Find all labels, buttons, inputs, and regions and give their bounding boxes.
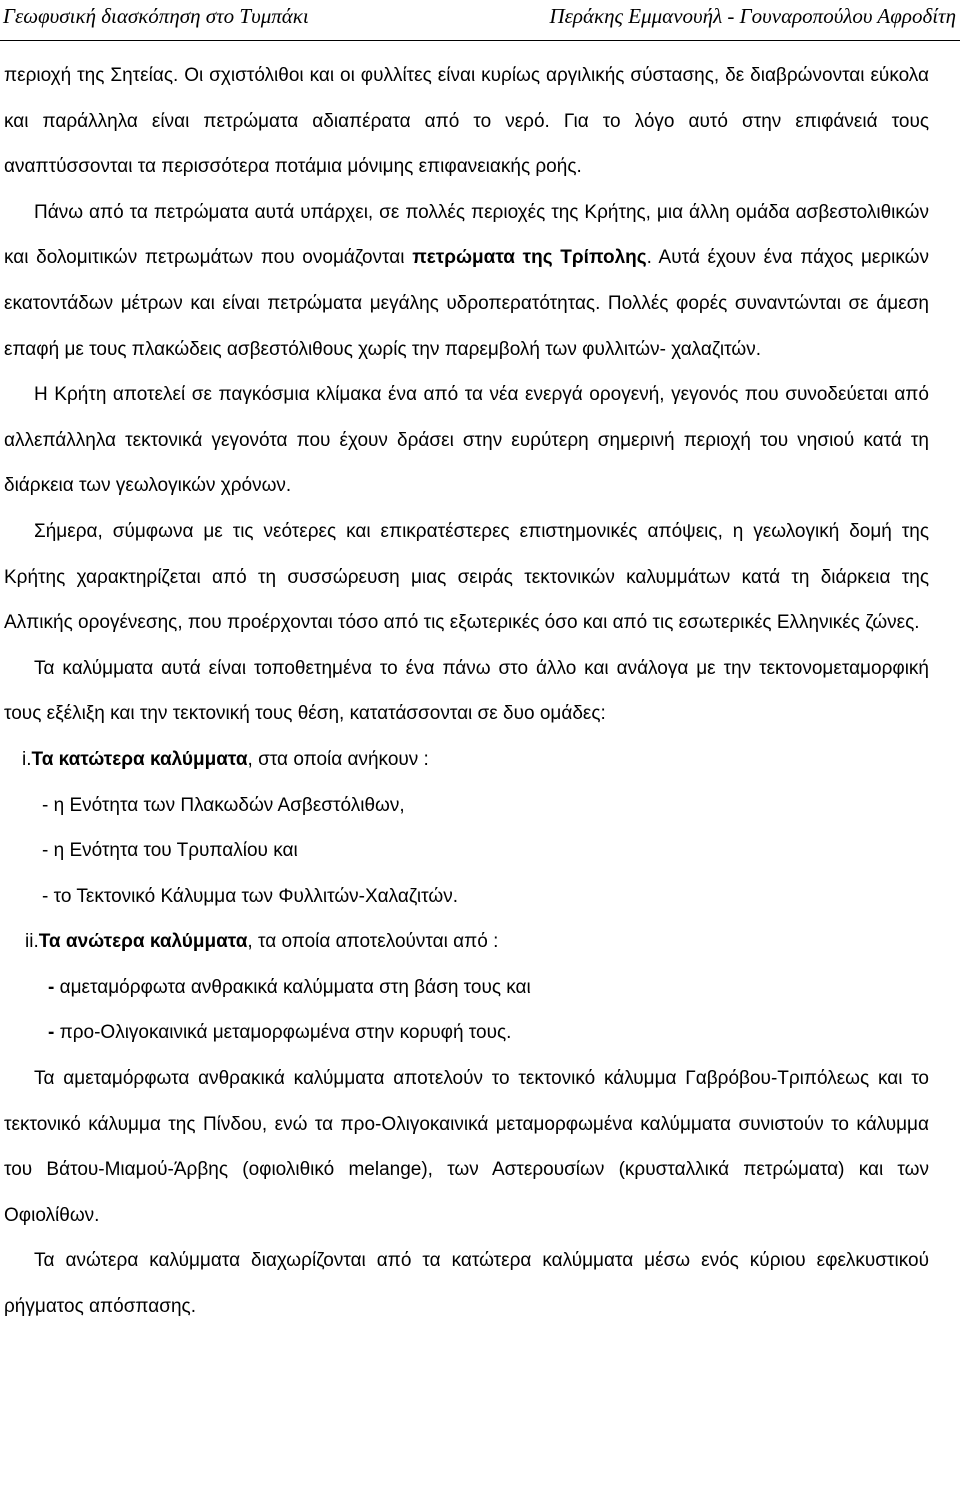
paragraph-4: Σήμερα, σύμφωνα με τις νεότερες και επικρατέστερες επιστημονικές απόψεις, η γεωλογική δομή της Κρήτης χαρακτηρίζεται από τη συσσώρευση μιας σειράς τεκτονικών καλυμμάτων κατά τη διάρκεια της Αλπικής ορογένεσης, που προέρχονται τόσο από τις εξωτερικές όσο και από τις εσωτερικές Ελληνικές ζώνες. [4,520,929,634]
list-number-1: i. [22,748,32,770]
list-item-text: προ-Ολιγοκαινικά μεταμορφωμένα στην κορυφή τους. [54,1022,512,1044]
page-header [0,0,960,41]
list-heading-2-rest: , τα οποία αποτελούνται από : [247,931,499,953]
list-item: - η Ενότητα των Πλακωδών Ασβεστόλιθων, [42,794,405,816]
list-heading-2 [4,919,929,965]
list-item [4,965,929,1011]
list-heading-2-bold: Τα ανώτερα καλύμματα [38,931,248,953]
paragraph-7: Τα ανώτερα καλύμματα διαχωρίζονται από τα κατώτερα καλύμματα μέσω ενός κύριου εφελκυστικού ρήγματος απόσπασης. [4,1250,929,1318]
paragraph-2-text: Πάνω από τα πετρώματα αυτά υπάρχει, σε πολλές περιοχές της Κρήτης, μια άλλη ομάδα ασβεστολιθικών και δολομιτικών πετρωμάτων που ονομάζονται [4,201,929,269]
list-item: - η Ενότητα του Τρυπαλίου και [42,840,298,862]
list-heading-1-bold: Τα κατώτερα καλύμματα [31,748,248,770]
list-item-text: αμεταμόρφωτα ανθρακικά καλύμματα στη βάση τους και [54,976,531,998]
paragraph-2 [4,190,929,372]
header-title: Γεωφυσική διασκόπηση στο Τυμπάκι [3,4,309,28]
paragraph-5: Τα καλύμματα αυτά είναι τοποθετημένα το ένα πάνω στο άλλο και ανάλογα με την τεκτονομεταμορφική τους εξέλιξη και την τεκτονική τους θέση, κατατάσσονται σε δυο ομάδες: [4,657,929,725]
list-heading-1 [4,737,929,783]
paragraph-3: Η Κρήτη αποτελεί σε παγκόσμια κλίμακα ένα από τα νέα ενεργά ορογενή, γεγονός που συνοδεύεται από αλλεπάλληλα τεκτονικά γεγονότα που έχουν δράσει στην ευρύτερη σημερινή περιοχή του νησιού κατά τη διάρκεια των γεωλογικών χρόνων. [4,384,929,497]
list-dash: - [48,1022,55,1044]
list-item: - το Τεκτονικό Κάλυμμα των Φυλλιτών-Χαλαζιτών. [42,885,458,907]
paragraph-1: περιοχή της Σητείας. Οι σχιστόλιθοι και οι φυλλίτες είναι κυρίως αργιλικής σύστασης, δε διαβρώνονται εύκολα και παράλληλα είναι πετρώματα αδιαπέρατα από το νερό. Για το λόγο αυτό στην επιφάνειά τους αναπτύσσονται τα περισσότερα ποτάμια μόνιμης επιφανειακής ροής. [4,65,929,178]
paragraph-2-text-end: . Αυτά έχουν ένα πάχος μερικών εκατοντάδων μέτρων και είναι πετρώματα μεγάλης υδροπερατότητας. Πολλές φορές συναντώνται σε άμεση επαφή με τους πλακώδεις ασβεστόλιθους χωρίς την παρεμβολή των φυλλιτών- χαλαζιτών. [4,247,929,360]
list-number-2: ii. [25,931,39,953]
list-dash: - [48,976,55,998]
list-item [4,1010,929,1056]
list-heading-1-rest: , στα οποία ανήκουν : [247,748,429,770]
header-authors: Περάκης Εμμανουήλ - Γουναροπούλου Αφροδίτη [549,4,956,28]
paragraph-2-bold: πετρώματα της Τρίπολης [412,247,647,269]
document-body [4,53,929,1330]
paragraph-6: Τα αμεταμόρφωτα ανθρακικά καλύμματα αποτελούν το τεκτονικό κάλυμμα Γαβρόβου-Τριπόλεως και το τεκτονικό κάλυμμα της Πίνδου, ενώ τα προ-Ολιγοκαινικά μεταμορφωμένα καλύμματα συνιστούν το κάλυμμα του Βάτου-Μιαμού-Άρβης (οφιολιθικό melange), των Αστερουσίων (κρυσταλλικά πετρώματα) και των Οφιολίθων. [4,1068,929,1226]
